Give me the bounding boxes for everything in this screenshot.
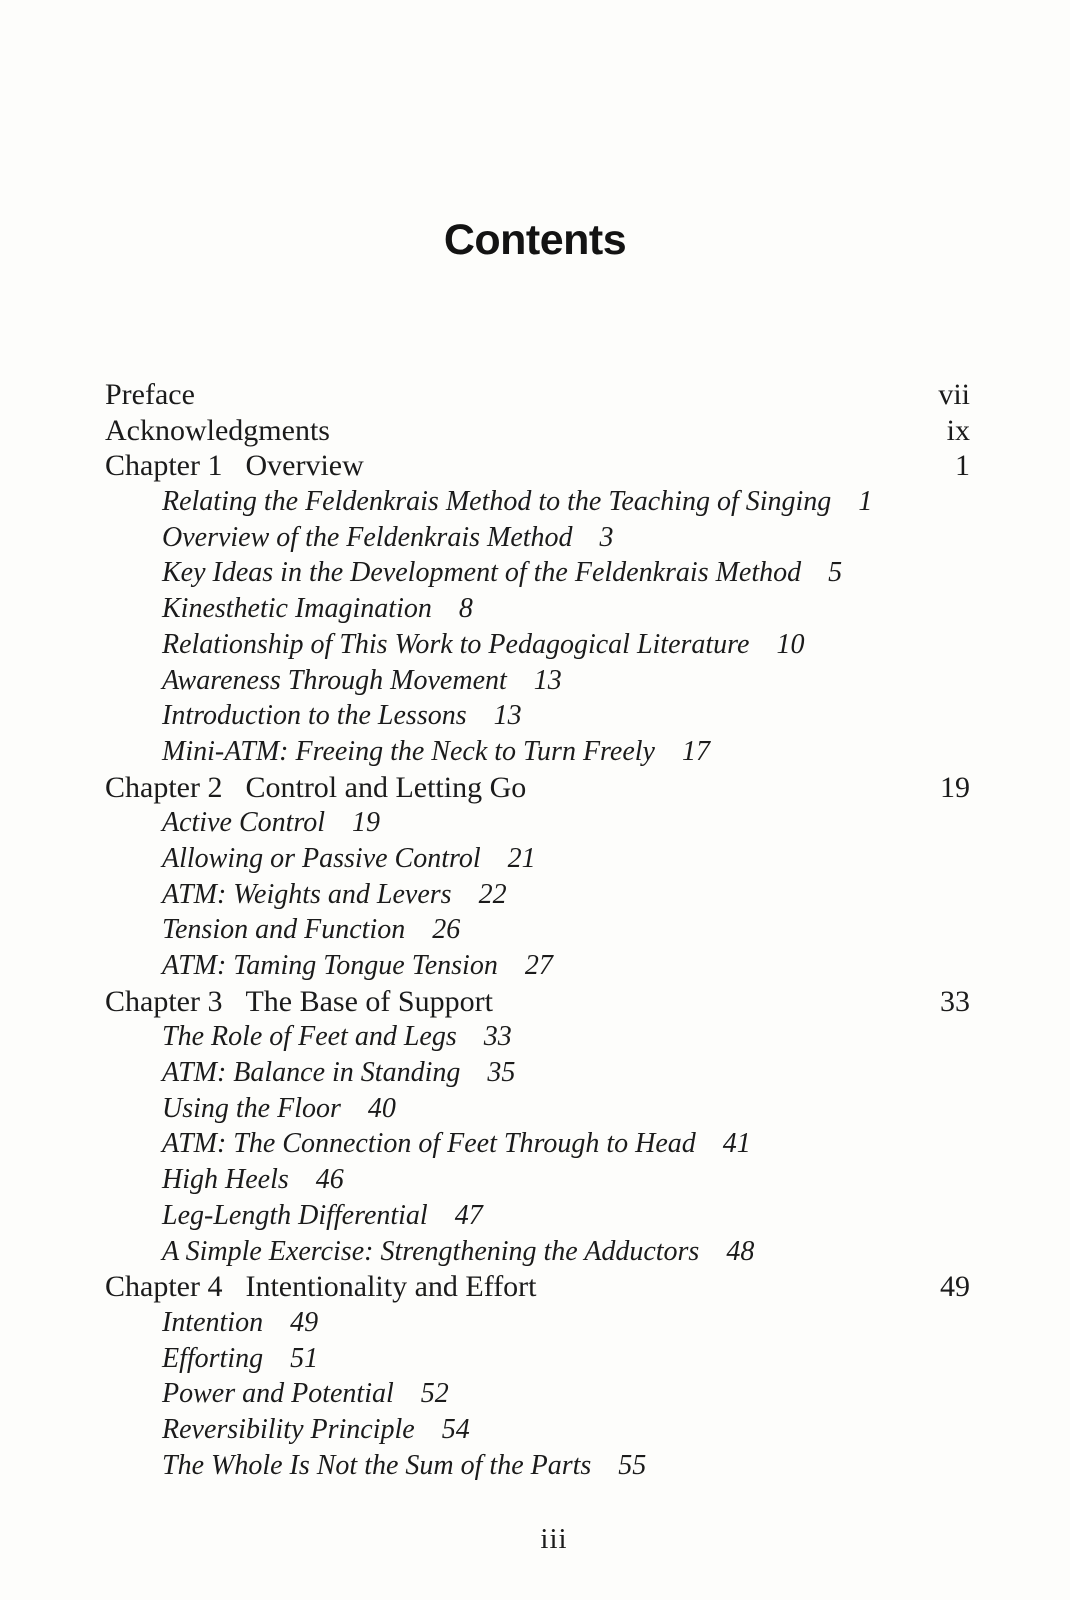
toc-chapter-title: Intentionality and Effort — [245, 1270, 537, 1304]
toc-entry-page-number: 26 — [432, 914, 461, 946]
toc-row-section — [105, 1091, 970, 1127]
toc-row-section — [105, 948, 970, 984]
toc-row-section — [105, 1341, 970, 1377]
toc-row-section — [105, 1412, 970, 1448]
toc-entry-page-number: 17 — [681, 735, 710, 767]
toc-row-section — [105, 1234, 970, 1270]
toc-row-chapter — [105, 984, 970, 1020]
toc-entry-label: Preface — [105, 378, 195, 411]
toc-row-section — [105, 1376, 970, 1412]
toc-entry-page-number: 13 — [533, 664, 562, 696]
toc-section-title: The Whole Is Not the Sum of the Parts — [162, 1449, 592, 1481]
toc-entry-page-number: 49 — [290, 1306, 319, 1338]
toc-entry-page-number: 3 — [599, 521, 614, 553]
toc-section-title: The Role of Feet and Legs — [162, 1021, 457, 1053]
toc-row-section — [105, 1448, 970, 1484]
toc-section-title: Relating the Feldenkrais Method to the Teaching of Singing — [162, 486, 832, 518]
toc-entry-page-number: 47 — [454, 1199, 483, 1231]
toc-entry-page-number: vii — [938, 378, 970, 411]
toc-chapter-title: Overview — [245, 449, 364, 483]
toc-entry-label: Acknowledgments — [105, 413, 330, 447]
toc-row-section — [105, 1305, 970, 1341]
toc-entry-page-number: 21 — [507, 842, 536, 874]
toc-section-title: Tension and Function — [162, 914, 406, 946]
toc-row-section — [105, 912, 970, 948]
toc-entry-page-number: 33 — [940, 984, 970, 1018]
toc-row-section — [105, 734, 970, 770]
toc-entry-page-number: 22 — [478, 878, 507, 910]
toc-row-section — [105, 1162, 970, 1198]
toc-chapter-label: Chapter 4 — [105, 1270, 223, 1304]
toc-row-section — [105, 877, 970, 913]
toc-section-title: Mini-ATM: Freeing the Neck to Turn Freely — [162, 735, 655, 767]
toc-chapter-label: Chapter 3 — [105, 984, 223, 1018]
toc-entry-page-number: 8 — [458, 593, 473, 625]
toc-section-title: Power and Potential — [162, 1378, 394, 1410]
toc-section-title: Relationship of This Work to Pedagogical Literature — [162, 628, 750, 660]
toc-section-title: Leg-Length Differential — [162, 1199, 428, 1231]
toc-chapter-label: Chapter 2 — [105, 770, 223, 804]
toc-row-chapter — [105, 448, 970, 484]
toc-row-chapter — [105, 770, 970, 806]
page-folio: iii — [540, 1523, 568, 1555]
toc-row-section — [105, 591, 970, 627]
page-title: Contents — [443, 216, 627, 264]
toc-section-title: ATM: Balance in Standing — [162, 1057, 461, 1089]
toc-section-title: Reversibility Principle — [162, 1413, 415, 1445]
toc-entry-page-number: 19 — [940, 770, 970, 804]
toc-entry-page-number: 33 — [483, 1021, 512, 1053]
toc-entry-page-number: ix — [946, 413, 970, 447]
toc-row-section — [105, 484, 970, 520]
toc-section-title: Kinesthetic Imagination — [162, 593, 432, 625]
toc-entry-page-number: 52 — [420, 1378, 449, 1410]
toc-row-section — [105, 663, 970, 699]
toc-section-title: Key Ideas in the Development of the Feldenkrais Method — [162, 557, 802, 589]
toc-entry-page-number: 1 — [955, 449, 970, 483]
toc-entry-page-number: 19 — [352, 807, 381, 839]
toc-row-section — [105, 698, 970, 734]
toc-entry-page-number: 1 — [858, 486, 873, 518]
toc-row-section — [105, 627, 970, 663]
toc-section-title: Overview of the Feldenkrais Method — [162, 521, 573, 553]
toc-chapter-title: Control and Letting Go — [245, 770, 527, 804]
toc-list — [105, 377, 970, 1483]
toc-entry-page-number: 27 — [524, 950, 553, 981]
toc-entry-page-number: 5 — [828, 557, 843, 589]
toc-entry-page-number: 10 — [776, 628, 805, 660]
toc-row-front — [105, 413, 970, 449]
toc-section-title: ATM: Taming Tongue Tension — [162, 950, 498, 981]
toc-chapter-label: Chapter 1 — [105, 449, 223, 483]
toc-chapter-title: The Base of Support — [245, 984, 493, 1018]
toc-row-section — [105, 1055, 970, 1091]
toc-section-title: Efforting — [162, 1342, 264, 1374]
toc-row-section — [105, 805, 970, 841]
toc-section-title: Introduction to the Lessons — [162, 700, 467, 732]
toc-entry-page-number: 46 — [315, 1164, 344, 1196]
toc-section-title: Using the Floor — [162, 1092, 341, 1124]
toc-entry-page-number: 13 — [493, 700, 522, 732]
toc-row-section — [105, 1198, 970, 1234]
toc-entry-page-number: 51 — [290, 1342, 319, 1374]
toc-section-title: ATM: Weights and Levers — [162, 878, 452, 910]
toc-entry-page-number: 55 — [618, 1449, 647, 1481]
toc-section-title: High Heels — [162, 1164, 289, 1196]
toc-entry-page-number: 35 — [487, 1057, 516, 1089]
toc-row-chapter — [105, 1269, 970, 1305]
toc-row-section — [105, 520, 970, 556]
toc-entry-page-number: 54 — [441, 1413, 470, 1445]
toc-section-title: Intention — [162, 1306, 264, 1338]
toc-row-section — [105, 555, 970, 591]
toc-entry-page-number: 49 — [940, 1270, 970, 1304]
toc-row-front — [105, 377, 970, 413]
toc-entry-page-number: 40 — [367, 1092, 396, 1124]
toc-row-section — [105, 1126, 970, 1162]
toc-entry-page-number: 48 — [726, 1235, 755, 1267]
toc-section-title: Allowing or Passive Control — [162, 842, 481, 874]
toc-section-title: A Simple Exercise: Strengthening the Adductors — [162, 1235, 700, 1267]
toc-row-section — [105, 841, 970, 877]
toc-section-title: Active Control — [162, 807, 326, 839]
toc-entry-page-number: 41 — [722, 1128, 751, 1160]
toc-row-section — [105, 1019, 970, 1055]
toc-section-title: ATM: The Connection of Feet Through to Head — [162, 1128, 696, 1160]
toc-section-title: Awareness Through Movement — [162, 664, 507, 696]
